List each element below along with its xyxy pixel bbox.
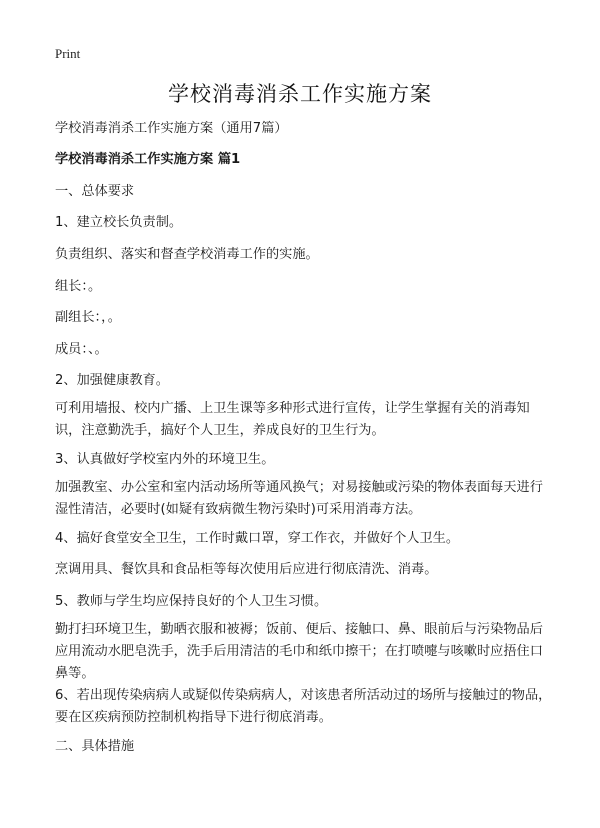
paragraph: 勤打扫环境卫生，勤晒衣服和被褥；饭前、便后、接触口、鼻、眼前后与污染物品后应用流动水肥皂洗手，洗手后用清洁的毛巾和纸巾擦干；在打喷嚏与咳嗽时应捂住口鼻等。	[55, 622, 543, 681]
paragraph: 副组长：，。	[55, 310, 121, 325]
paragraph: 6、若出现传染病病人或疑似传染病病人，对该患者所活动过的场所与接触过的物品，要在区疾病预防控制机构指导下进行彻底消毒。	[55, 688, 552, 725]
paragraph: 5、教师与学生均应保持良好的个人卫生习惯。	[55, 594, 328, 609]
document-title: 学校消毒消杀工作实施方案	[168, 82, 432, 106]
paragraph: 可利用墙报、校内广播、上卫生课等多种形式进行宣传，让学生掌握有关的消毒知识，注意勤洗手，搞好个人卫生，养成良好的卫生行为。	[55, 401, 530, 438]
document-subtitle: 学校消毒消杀工作实施方案（通用7篇）	[55, 121, 288, 136]
paragraph: 2、加强健康教育。	[55, 373, 169, 388]
paragraph: 成员：、。	[55, 342, 108, 357]
paragraph: 1、建立校长负责制。	[55, 215, 183, 230]
paragraph: 二、具体措施	[55, 739, 135, 754]
paragraph: 烹调用具、餐饮具和食品柜等每次使用后应进行彻底清洗、消毒。	[55, 562, 438, 577]
paragraph: 负责组织、落实和督查学校消毒工作的实施。	[55, 247, 319, 262]
paragraph: 3、认真做好学校室内外的环境卫生。	[55, 452, 275, 467]
print-link[interactable]: Print	[55, 46, 81, 61]
paragraph: 加强教室、办公室和室内活动场所等通风换气；对易接触或污染的物体表面每天进行湿性清洁，必要时(如疑有致病微生物污染时)可采用消毒方法。	[55, 480, 543, 517]
paragraph: 组长：。	[55, 279, 102, 294]
paragraph: 一、总体要求	[55, 184, 135, 199]
paragraph: 4、搞好食堂安全卫生，工作时戴口罩，穿工作衣，并做好个人卫生。	[55, 531, 460, 546]
section-heading: 学校消毒消杀工作实施方案 篇1	[55, 152, 241, 167]
